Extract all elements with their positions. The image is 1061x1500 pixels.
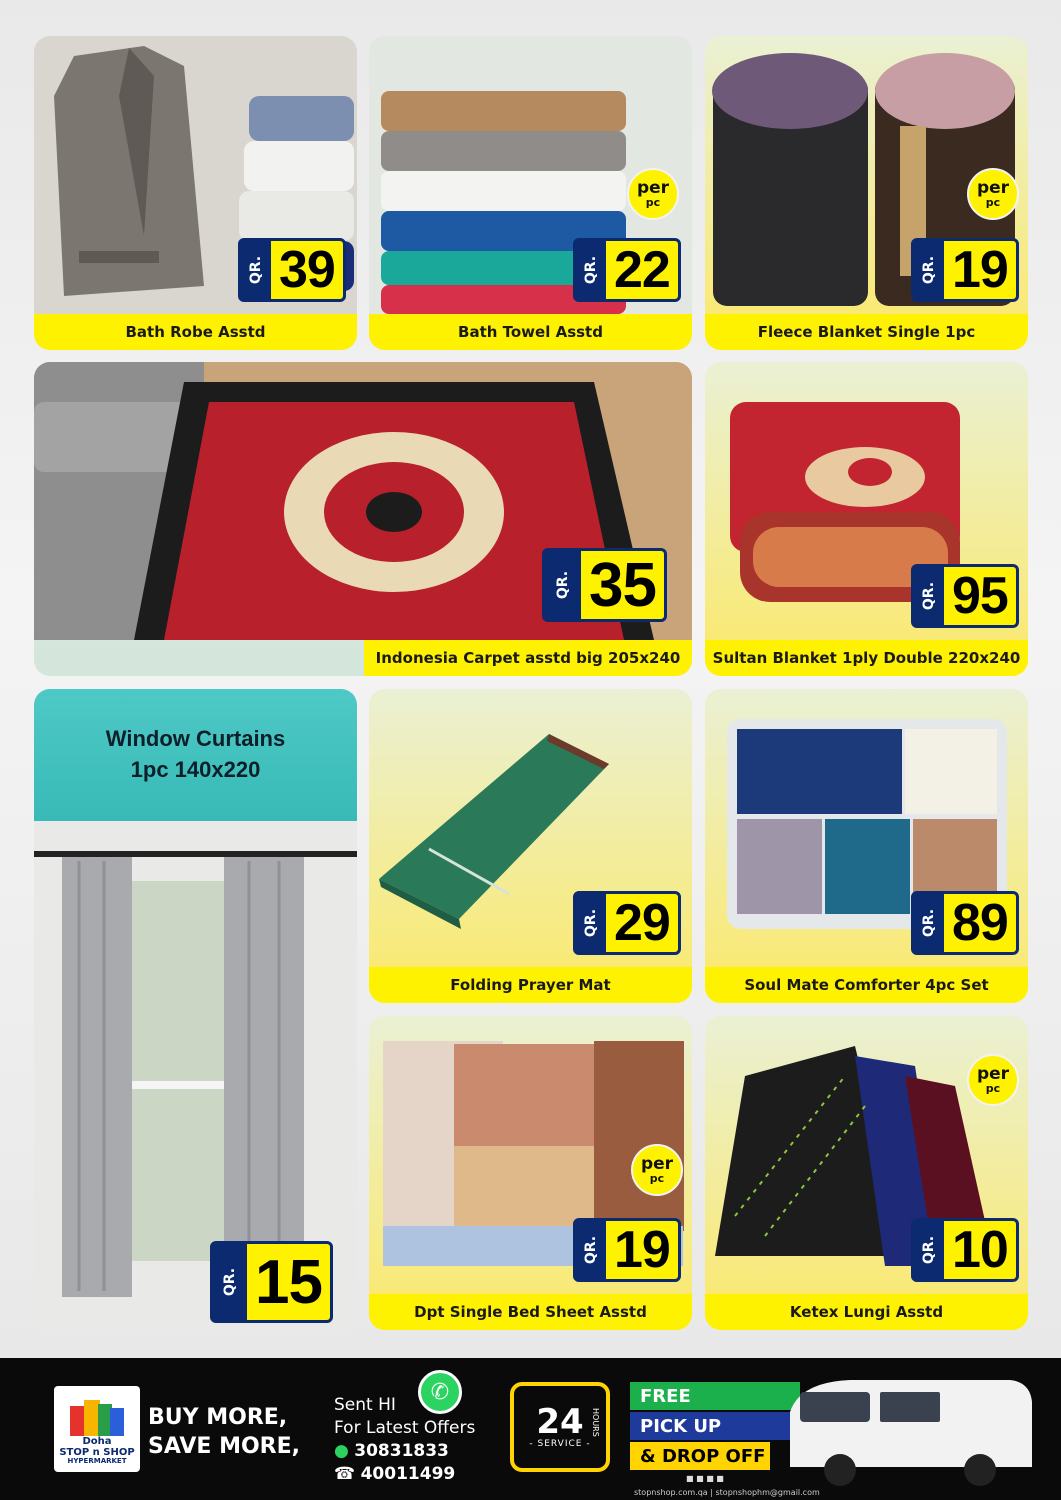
price-value: 15 (255, 1247, 322, 1317)
product-card-bed-sheet[interactable] (369, 1016, 692, 1330)
whatsapp-small-icon: ● (334, 1440, 349, 1461)
product-card-prayer-mat[interactable] (369, 689, 692, 1003)
curtains-title: Window Curtains 1pc 140x220 (34, 689, 357, 821)
price-value: 95 (952, 567, 1008, 625)
shopping-bags-icon (68, 1396, 126, 1440)
per-pc-badge: per pc (967, 168, 1019, 220)
price-value: 19 (614, 1221, 670, 1279)
price-tag: QR. 35 (542, 548, 667, 622)
price-value: 35 (589, 550, 656, 620)
website-email[interactable]: stopnshop.com.qa | stopnshophm@gmail.com (634, 1488, 820, 1497)
price-tag: QR. 39 (238, 238, 346, 302)
product-card-ketex-lungi[interactable] (705, 1016, 1028, 1330)
whatsapp-number[interactable]: 30831833 (354, 1440, 449, 1461)
product-name: Soul Mate Comforter 4pc Set (705, 967, 1028, 1003)
price-tag: QR. 29 (573, 891, 681, 955)
product-name: Fleece Blanket Single 1pc (705, 314, 1028, 350)
per-pc-badge: per pc (967, 1054, 1019, 1106)
product-name: Sultan Blanket 1ply Double 220x240 (705, 640, 1028, 676)
price-tag: QR. 19 (573, 1218, 681, 1282)
store-logo: Doha STOP n SHOP HYPERMARKET (54, 1386, 140, 1472)
price-tag: QR. 10 (911, 1218, 1019, 1282)
product-card-bath-towel[interactable] (369, 36, 692, 350)
per-pc-badge: per pc (627, 168, 679, 220)
product-name: Indonesia Carpet asstd big 205x240 (364, 640, 692, 676)
product-card-soul-mate-comforter[interactable] (705, 689, 1028, 1003)
product-card-fleece-blanket[interactable] (705, 36, 1028, 350)
price-value: 39 (279, 241, 335, 299)
price-tag: QR. 89 (911, 891, 1019, 955)
phone-icon: ☎ (334, 1463, 356, 1484)
price-value: 22 (614, 241, 670, 299)
price-value: 89 (952, 894, 1008, 952)
product-name: Bath Robe Asstd (34, 314, 357, 350)
product-name: Ketex Lungi Asstd (705, 1294, 1028, 1330)
product-card-bath-robe[interactable] (34, 36, 357, 350)
price-tag: QR. 15 (210, 1241, 333, 1323)
whatsapp-icon[interactable]: ✆ (418, 1370, 462, 1414)
social-icons[interactable]: ■ ■ ■ ■ (686, 1474, 724, 1483)
product-name: Bath Towel Asstd (369, 314, 692, 350)
footer (0, 1358, 1061, 1500)
price-value: 29 (614, 894, 670, 952)
contact-info: Sent HI For Latest Offers ● 30831833 ☎ 40011499 (334, 1395, 476, 1484)
product-card-sultan-blanket[interactable] (705, 362, 1028, 676)
slogan: BUY MORE, SAVE MORE, (148, 1405, 301, 1459)
delivery-van-image (780, 1372, 1040, 1492)
price-value: 10 (952, 1221, 1008, 1279)
product-card-window-curtains[interactable] (34, 689, 357, 1330)
price-tag: QR. 22 (573, 238, 681, 302)
price-tag: QR. 19 (911, 238, 1019, 302)
price-value: 19 (952, 241, 1008, 299)
24-hours-badge: 24 HOURS - SERVICE - (510, 1382, 610, 1472)
product-name: Folding Prayer Mat (369, 967, 692, 1003)
per-pc-badge: per pc (631, 1144, 683, 1196)
pickup-dropoff-banner: FREE PICK UP & DROP OFF (630, 1382, 830, 1472)
phone-number[interactable]: 40011499 (360, 1463, 456, 1484)
product-name: Dpt Single Bed Sheet Asstd (369, 1294, 692, 1330)
product-card-indonesia-carpet[interactable] (34, 362, 692, 676)
price-tag: QR. 95 (911, 564, 1019, 628)
